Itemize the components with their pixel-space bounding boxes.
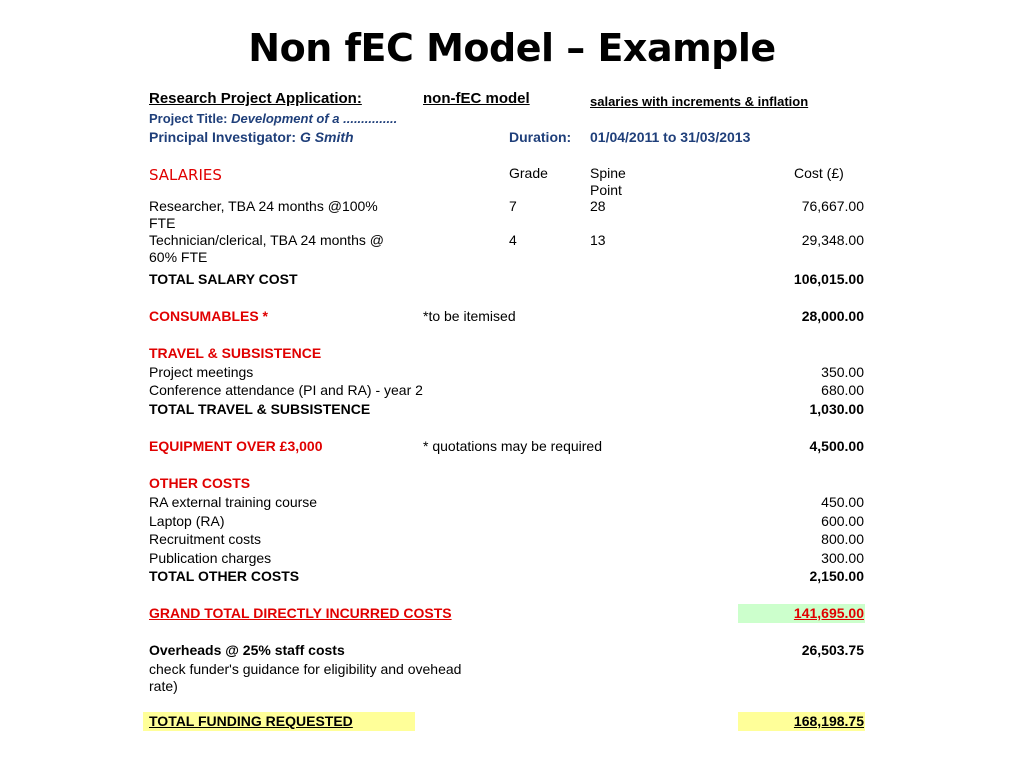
overheads-value: 26,503.75 [801, 642, 864, 658]
project-title-label: Project Title: [149, 111, 228, 126]
total-other-label: TOTAL OTHER COSTS [149, 568, 300, 584]
total-salary-value: 106,015.00 [793, 271, 864, 287]
col-cost: Cost (£) [794, 165, 844, 181]
application-label: Research Project Application: [149, 90, 362, 107]
grand-total-value: 141,695.00 [793, 605, 864, 621]
duration-value: 01/04/2011 to 31/03/2013 [590, 129, 751, 145]
salary-row-spine: 28 [590, 198, 606, 214]
travel-row-cost: 350.00 [821, 364, 864, 380]
pi-row [149, 129, 354, 146]
total-salary-label: TOTAL SALARY COST [149, 271, 298, 287]
other-row-cost: 300.00 [821, 550, 864, 566]
salary-row-cost: 76,667.00 [801, 198, 864, 214]
consumables-value: 28,000.00 [801, 308, 864, 324]
pi-value: G Smith [299, 129, 354, 145]
salary-row-spine: 13 [590, 232, 606, 248]
other-row-cost: 450.00 [821, 494, 864, 510]
funding-label: TOTAL FUNDING REQUESTED [149, 713, 353, 729]
other-heading: OTHER COSTS [149, 475, 251, 491]
project-title-row [149, 110, 397, 127]
salary-row-grade: 4 [509, 232, 517, 248]
total-travel-value: 1,030.00 [809, 401, 864, 417]
col-spine: Spine Point [590, 165, 626, 198]
other-row-desc: Publication charges [149, 550, 272, 566]
travel-row-desc: Project meetings [149, 364, 254, 380]
other-row-desc: RA external training course [149, 494, 318, 510]
equipment-value: 4,500.00 [809, 438, 864, 454]
total-travel-label: TOTAL TRAVEL & SUBSISTENCE [149, 401, 371, 417]
slide-title: Non fEC Model – Example [248, 26, 776, 70]
total-other-value: 2,150.00 [809, 568, 864, 584]
overheads-label: Overheads @ 25% staff costs [149, 642, 345, 658]
equipment-note: * quotations may be required [423, 438, 602, 454]
funding-value: 168,198.75 [793, 713, 864, 729]
grand-total-label: GRAND TOTAL DIRECTLY INCURRED COSTS [149, 605, 452, 621]
other-row-desc: Recruitment costs [149, 531, 262, 547]
other-row-desc: Laptop (RA) [149, 513, 225, 529]
overheads-note: check funder's guidance for eligibility and ovehead rate) [149, 661, 462, 694]
salary-row-cost: 29,348.00 [801, 232, 864, 248]
equipment-heading: EQUIPMENT OVER £3,000 [149, 438, 323, 454]
pi-label: Principal Investigator: [149, 129, 297, 145]
salary-row-desc: Technician/clerical, TBA 24 months @ 60% FTE [149, 232, 384, 265]
salaries-heading: SALARIES [149, 166, 222, 184]
col-grade: Grade [509, 165, 548, 181]
travel-heading: TRAVEL & SUBSISTENCE [149, 345, 322, 361]
travel-row-cost: 680.00 [821, 382, 864, 398]
duration-label: Duration: [509, 129, 572, 145]
other-row-cost: 600.00 [821, 513, 864, 529]
travel-row-desc: Conference attendance (PI and RA) - year 2 [149, 382, 423, 398]
project-title-value: Development of a ............... [231, 111, 398, 126]
model-note: salaries with increments & inflation [590, 94, 809, 109]
consumables-note: *to be itemised [423, 308, 516, 324]
other-row-cost: 800.00 [821, 531, 864, 547]
salary-row-desc: Researcher, TBA 24 months @100% FTE [149, 198, 378, 231]
model-label: non-fEC model [423, 90, 530, 107]
salary-row-grade: 7 [509, 198, 517, 214]
consumables-heading: CONSUMABLES * [149, 308, 269, 324]
